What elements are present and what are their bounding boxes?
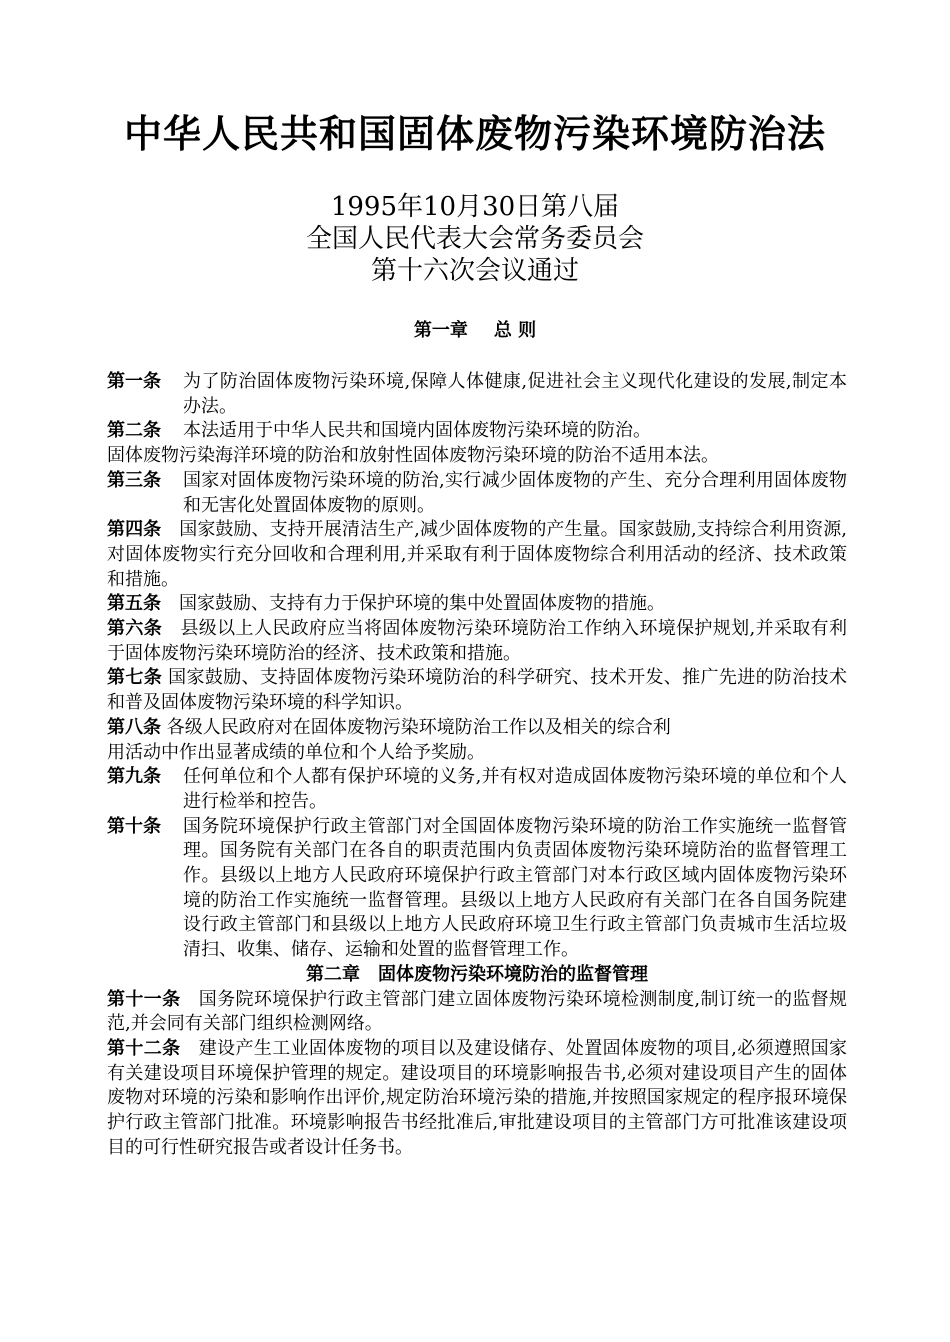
article-label: 第十一条 bbox=[107, 988, 181, 1010]
article-3 bbox=[107, 469, 847, 518]
article-text: 任何单位和个人都有保护环境的义务,并有权对造成固体废物污染环境的单位和个人进行检举和控告。 bbox=[183, 766, 847, 812]
article-text: 县级以上人民政府应当将固体废物污染环境防治工作纳入环境保护规划,并采取有利于固体废物污染环境防治的经济、技术政策和措施。 bbox=[107, 618, 848, 664]
article-text: 国家鼓励、支持有力于保护环境的集中处置固体废物的措施。 bbox=[179, 593, 665, 615]
article-label: 第七条 bbox=[107, 667, 163, 689]
chapter-1-heading bbox=[0, 318, 950, 344]
article-5 bbox=[107, 592, 847, 617]
article-label: 第三条 bbox=[107, 469, 161, 491]
article-9 bbox=[107, 765, 847, 814]
article-12 bbox=[107, 1037, 847, 1161]
article-label: 第五条 bbox=[107, 593, 161, 615]
subtitle-line: 1995年10月30日第八届 bbox=[330, 192, 620, 222]
article-11 bbox=[107, 988, 847, 1037]
article-text: 为了防治固体废物污染环境,保障人体健康,促进社会主义现代化建设的发展,制定本办法。 bbox=[183, 371, 847, 417]
article-text: 本法适用于中华人民共和国境内固体废物污染环境的防治。 bbox=[183, 420, 651, 442]
document-body bbox=[107, 370, 847, 1161]
chapter-2-heading bbox=[107, 963, 847, 988]
article-text: 建设产生工业固体废物的项目以及建设储存、处置固体废物的项目,必须遵照国家有关建设项目环境保护管理的规定。建设项目的环境影响报告书,必须对建设项目产生的固体废物对环境的污染和影响作出评价,规定防治环境污染的措施,并按照国家规定的程序报环境保护行政主管部门批准。环境影响报告书经批准后,审批建设项目的主管部门方可批准该建设项目的可行性研究报告或者设计任务书。 bbox=[107, 1037, 848, 1158]
chapter-number: 第二章 bbox=[306, 963, 360, 985]
document-title: 中华人民共和国固体废物污染环境防治法 bbox=[123, 111, 826, 156]
subtitle-line: 第十六次会议通过 bbox=[370, 256, 579, 286]
subtitle-line: 全国人民代表大会常务委员会 bbox=[305, 224, 644, 254]
article-2-paragraph-2: 固体废物污染海洋环境的防治和放射性固体废物污染环境的防治不适用本法。 bbox=[107, 445, 719, 467]
article-7 bbox=[107, 666, 847, 715]
article-text: 国家鼓励、支持固体废物污染环境防治的科学研究、技术开发、推广先进的防治技术和普及固体废物污染环境的科学知识。 bbox=[107, 667, 848, 714]
article-6 bbox=[107, 617, 847, 666]
article-label: 第八条 bbox=[107, 716, 161, 738]
article-text: 国家对固体废物污染环境的防治,实行减少固体废物的产生、充分合理利用固体废物和无害化处置固体废物的原则。 bbox=[183, 469, 847, 516]
article-label: 第十条 bbox=[107, 815, 161, 837]
article-text: 国家鼓励、支持开展清洁生产,减少固体废物的产生量。国家鼓励,支持综合利用资源,对固体废物实行充分回收和合理利用,并采取有利于固体废物综合利用活动的经济、技术政策和措施。 bbox=[107, 519, 848, 590]
article-1 bbox=[107, 370, 847, 419]
chapter-name: 固体废物污染环境防治的监督管理 bbox=[378, 963, 648, 985]
article-10 bbox=[107, 815, 847, 963]
chapter-number: 第一章 bbox=[413, 320, 468, 341]
article-text-line: 各级人民政府对在固体废物污染环境防治工作以及相关的综合利 bbox=[166, 716, 671, 738]
chapter-name: 总 则 bbox=[493, 320, 537, 341]
article-label: 第六条 bbox=[107, 618, 163, 640]
article-4 bbox=[107, 518, 847, 592]
article-text: 国务院环境保护行政主管部门对全国固体废物污染环境的防治工作实施统一监督管理。国务院有关部门在各自的职责范围内负责固体废物污染环境防治的监督管理工作。县级以上地方人民政府环境保护行政主管部门对本行政区域内固体废物污染环境的防治工作实施统一监督管理。县级以上地方人民政府有关部门在各自国务院建设行政主管部门和县级以上地方人民政府环境卫生行政主管部门负责城市生活垃圾清扫、收集、储存、运输和处置的监督管理工作。 bbox=[183, 815, 847, 961]
article-label: 第四条 bbox=[107, 519, 162, 541]
article-8-continued: 用活动中作出显著成绩的单位和个人给予奖励。 bbox=[107, 741, 485, 763]
article-label: 第十二条 bbox=[107, 1037, 181, 1059]
article-label: 第二条 bbox=[107, 420, 161, 442]
article-label: 第九条 bbox=[107, 766, 161, 788]
article-label: 第一条 bbox=[107, 371, 161, 392]
article-8 bbox=[107, 716, 847, 741]
article-text: 国务院环境保护行政主管部门建立固体废物污染环境检测制度,制订统一的监督规范,并会同有关部门组织检测网络。 bbox=[107, 988, 848, 1035]
article-2 bbox=[107, 419, 847, 444]
document-subtitle bbox=[0, 191, 950, 287]
